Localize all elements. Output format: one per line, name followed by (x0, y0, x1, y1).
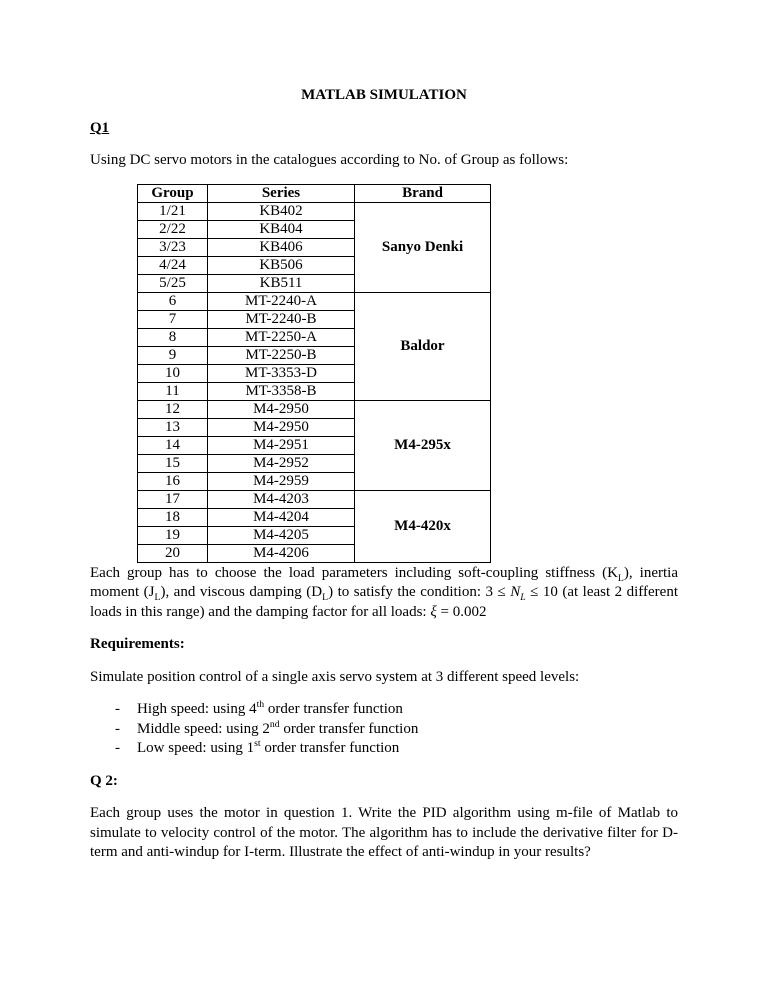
bullet-item-low-speed (90, 739, 678, 759)
group-cell: 12 (138, 400, 208, 418)
group-cell: 16 (138, 472, 208, 490)
group-cell: 2/22 (138, 220, 208, 238)
series-cell: MT-3353-D (208, 364, 355, 382)
group-cell: 8 (138, 328, 208, 346)
group-cell: 13 (138, 418, 208, 436)
series-cell: KB506 (208, 256, 355, 274)
series-cell: KB402 (208, 202, 355, 220)
text-segment: order transfer function (279, 720, 419, 737)
brand-cell: Sanyo Denki (355, 202, 491, 292)
series-cell: M4-2950 (208, 400, 355, 418)
bullet-item-high-speed (90, 700, 678, 720)
q2-paragraph: Each group uses the motor in question 1. Write the PID algorithm using m-file of Matlab to simulate to velocity control of the motor. The algorithm has to include the derivative filter for D-term and anti-windup for I-term. Illustrate the effect of anti-windup in your results? (90, 805, 678, 860)
page-title: MATLAB SIMULATION (301, 87, 467, 103)
motors-table (137, 184, 491, 563)
table-row (138, 292, 491, 310)
table-header-brand: Brand (355, 184, 491, 202)
series-cell: MT-2250-B (208, 346, 355, 364)
requirements-heading: Requirements: (90, 636, 185, 652)
series-cell: M4-4204 (208, 508, 355, 526)
text-segment: ), inertia moment (J (90, 564, 678, 600)
group-cell: 5/25 (138, 274, 208, 292)
table-row (138, 400, 491, 418)
ordinal-superscript: th (256, 699, 265, 710)
group-cell: 4/24 (138, 256, 208, 274)
bullet-marker: - (115, 740, 120, 756)
bullet-text (137, 700, 403, 720)
series-cell: M4-4206 (208, 544, 355, 562)
brand-cell: Baldor (355, 292, 491, 400)
ordinal-superscript: st (254, 738, 261, 749)
math-symbol-N: N (510, 584, 521, 600)
group-cell: 11 (138, 382, 208, 400)
text-segment: = 0.002 (436, 603, 487, 620)
text-segment: ) to satisfy the condition: 3 ≤ (328, 584, 511, 600)
table-row (138, 490, 491, 508)
simulate-paragraph: Simulate position control of a single axis servo system at 3 different speed levels: (90, 668, 580, 685)
series-cell: M4-4203 (208, 490, 355, 508)
group-cell: 10 (138, 364, 208, 382)
group-cell: 15 (138, 454, 208, 472)
text-segment: ), and viscous damping (D (160, 584, 323, 600)
bullet-marker: - (115, 701, 120, 717)
text-segment: Each group has to choose the load parameters including soft-coupling stiffness (K (90, 564, 618, 581)
speed-levels-list (90, 700, 678, 759)
subscript-L: L (520, 592, 526, 603)
group-cell: 1/21 (138, 202, 208, 220)
group-cell: 3/23 (138, 238, 208, 256)
bullet-marker: - (115, 720, 120, 737)
group-cell: 7 (138, 310, 208, 328)
ordinal-superscript: nd (269, 718, 280, 730)
series-cell: MT-2250-A (208, 328, 355, 346)
text-segment: Middle speed: using 2 (137, 720, 270, 737)
brand-cell: M4-420x (355, 490, 491, 562)
series-cell: MT-2240-A (208, 292, 355, 310)
group-cell: 18 (138, 508, 208, 526)
table-header-series: Series (208, 184, 355, 202)
series-cell: M4-2959 (208, 472, 355, 490)
series-cell: KB404 (208, 220, 355, 238)
q2-heading: Q 2: (90, 772, 118, 789)
subscript-L: L (154, 592, 161, 603)
group-cell: 20 (138, 544, 208, 562)
group-cell: 9 (138, 346, 208, 364)
text-segment: ≤ 10 (at least 2 different loads in this range) and the damping factor for all loads: (90, 584, 678, 620)
intro-paragraph: Using DC servo motors in the catalogues according to No. of Group as follows: (90, 152, 569, 168)
q1-heading: Q1 (90, 119, 110, 136)
series-cell: KB406 (208, 238, 355, 256)
math-symbol-xi: ξ (430, 603, 437, 620)
series-cell: M4-4205 (208, 526, 355, 544)
table-row (138, 202, 491, 220)
subscript-L: L (617, 572, 624, 584)
table-header-row (138, 184, 491, 202)
series-cell: M4-2951 (208, 436, 355, 454)
group-cell: 19 (138, 526, 208, 544)
subscript-L: L (322, 592, 329, 603)
text-segment: order transfer function (260, 740, 400, 756)
text-segment: order transfer function (264, 701, 403, 717)
series-cell: KB511 (208, 274, 355, 292)
table-header-group: Group (138, 184, 208, 202)
bullet-text (137, 739, 399, 759)
group-cell: 17 (138, 490, 208, 508)
group-cell: 6 (138, 292, 208, 310)
load-parameters-paragraph (90, 564, 678, 623)
text-segment: Low speed: using 1 (137, 740, 255, 756)
brand-cell: M4-295x (355, 400, 491, 490)
text-segment: High speed: using 4 (137, 701, 257, 717)
series-cell: MT-2240-B (208, 310, 355, 328)
bullet-text (137, 720, 418, 740)
series-cell: MT-3358-B (208, 382, 355, 400)
bullet-item-middle-speed (90, 720, 678, 740)
series-cell: M4-2952 (208, 454, 355, 472)
group-cell: 14 (138, 436, 208, 454)
series-cell: M4-2950 (208, 418, 355, 436)
